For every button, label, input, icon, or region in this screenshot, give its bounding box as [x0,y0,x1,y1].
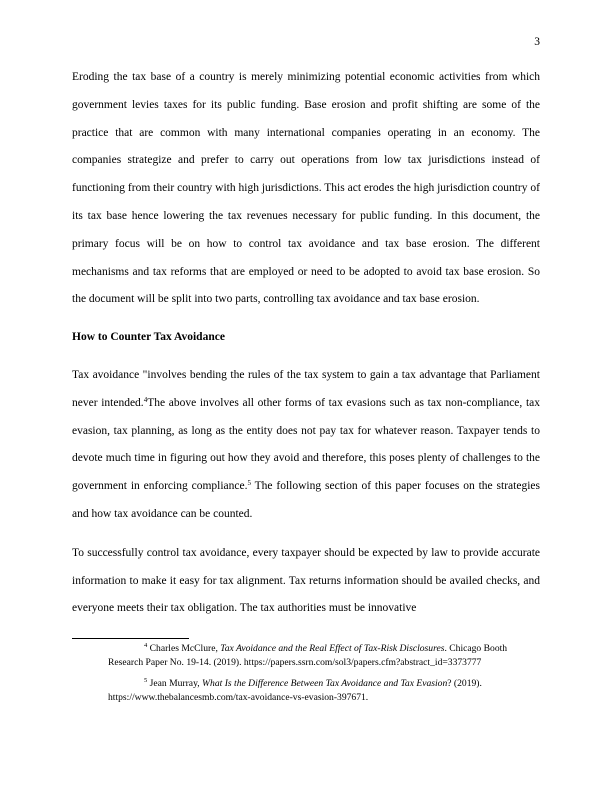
paragraph-text: Tax avoidance "involves bending the rules of the tax system to gain a tax advantage that Parliament never intended. [72,368,540,409]
footnote-title: Tax Avoidance and the Real Effect of Tax-Risk Disclosures [220,643,445,654]
footnote-text: Charles McClure, [147,643,221,654]
footnotes [72,638,540,711]
paragraph-text: The above involves all other forms of tax evasions such as tax non-compliance, tax evasion, tax planning, as long as the entity does not pay tax for whatever reason. Taxpayer tends to devote much time in figuring out how they avoid and therefore, this poses plenty of challenges to the government in enforcing compliance. [72,396,540,493]
footnote-number: 4 [144,642,148,649]
footnote-title: What Is the Difference Between Tax Avoidance and Tax Evasion [202,677,448,689]
footnote-5 [72,677,540,705]
footnote-separator [72,638,189,639]
footnote-text[interactable]: . Chicago Booth Research Paper No. 19-14. (2019). https://papers.ssrn.com/sol3/papers.cfm?abstract_id=3373777 [108,643,508,669]
paragraph-tax-avoidance [72,362,540,529]
document-body [72,64,540,623]
footnote-text[interactable]: ? (2019). https://www.thebalancesmb.com/tax-avoidance-vs-evasion-397671. [108,677,482,703]
paragraph-text: The following section of this paper focuses on the strategies and how tax avoidance can be counted. [72,480,540,520]
page-number: 3 [534,36,540,48]
footnote-number: 5 [144,676,148,684]
paragraph-intro: Eroding the tax base of a country is merely minimizing potential economic activities from which government levies taxes for its public funding. Base erosion and profit shifting are some of the practice that are common with many international companies operating in an economy. The companies strategize and prefer to carry out operations from low tax jurisdictions instead of functioning from their country with high jurisdictions. This act erodes the high jurisdiction country of its tax base hence lowering the tax revenues necessary for public funding. In this document, the primary focus will be on how to control tax avoidance and tax base erosion. The different mechanisms and tax reforms that are employed or need to be adopted to avoid tax base erosion. So the document will be split into two parts, controlling tax avoidance and tax base erosion. [72,71,540,306]
footnote-4 [72,642,540,670]
footnote-ref-5[interactable]: 5 [247,479,251,488]
section-heading: How to Counter Tax Avoidance [72,331,225,344]
paragraph-control: To successfully control tax avoidance, every taxpayer should be expected by law to provide accurate information to make it easy for tax alignment. Tax returns information should be availed checks, and everyone meets their tax obligation. The tax authorities must be innovative [72,546,540,615]
footnote-ref-4[interactable]: 4 [143,395,148,404]
footnote-text: Jean Murray, [147,677,203,689]
